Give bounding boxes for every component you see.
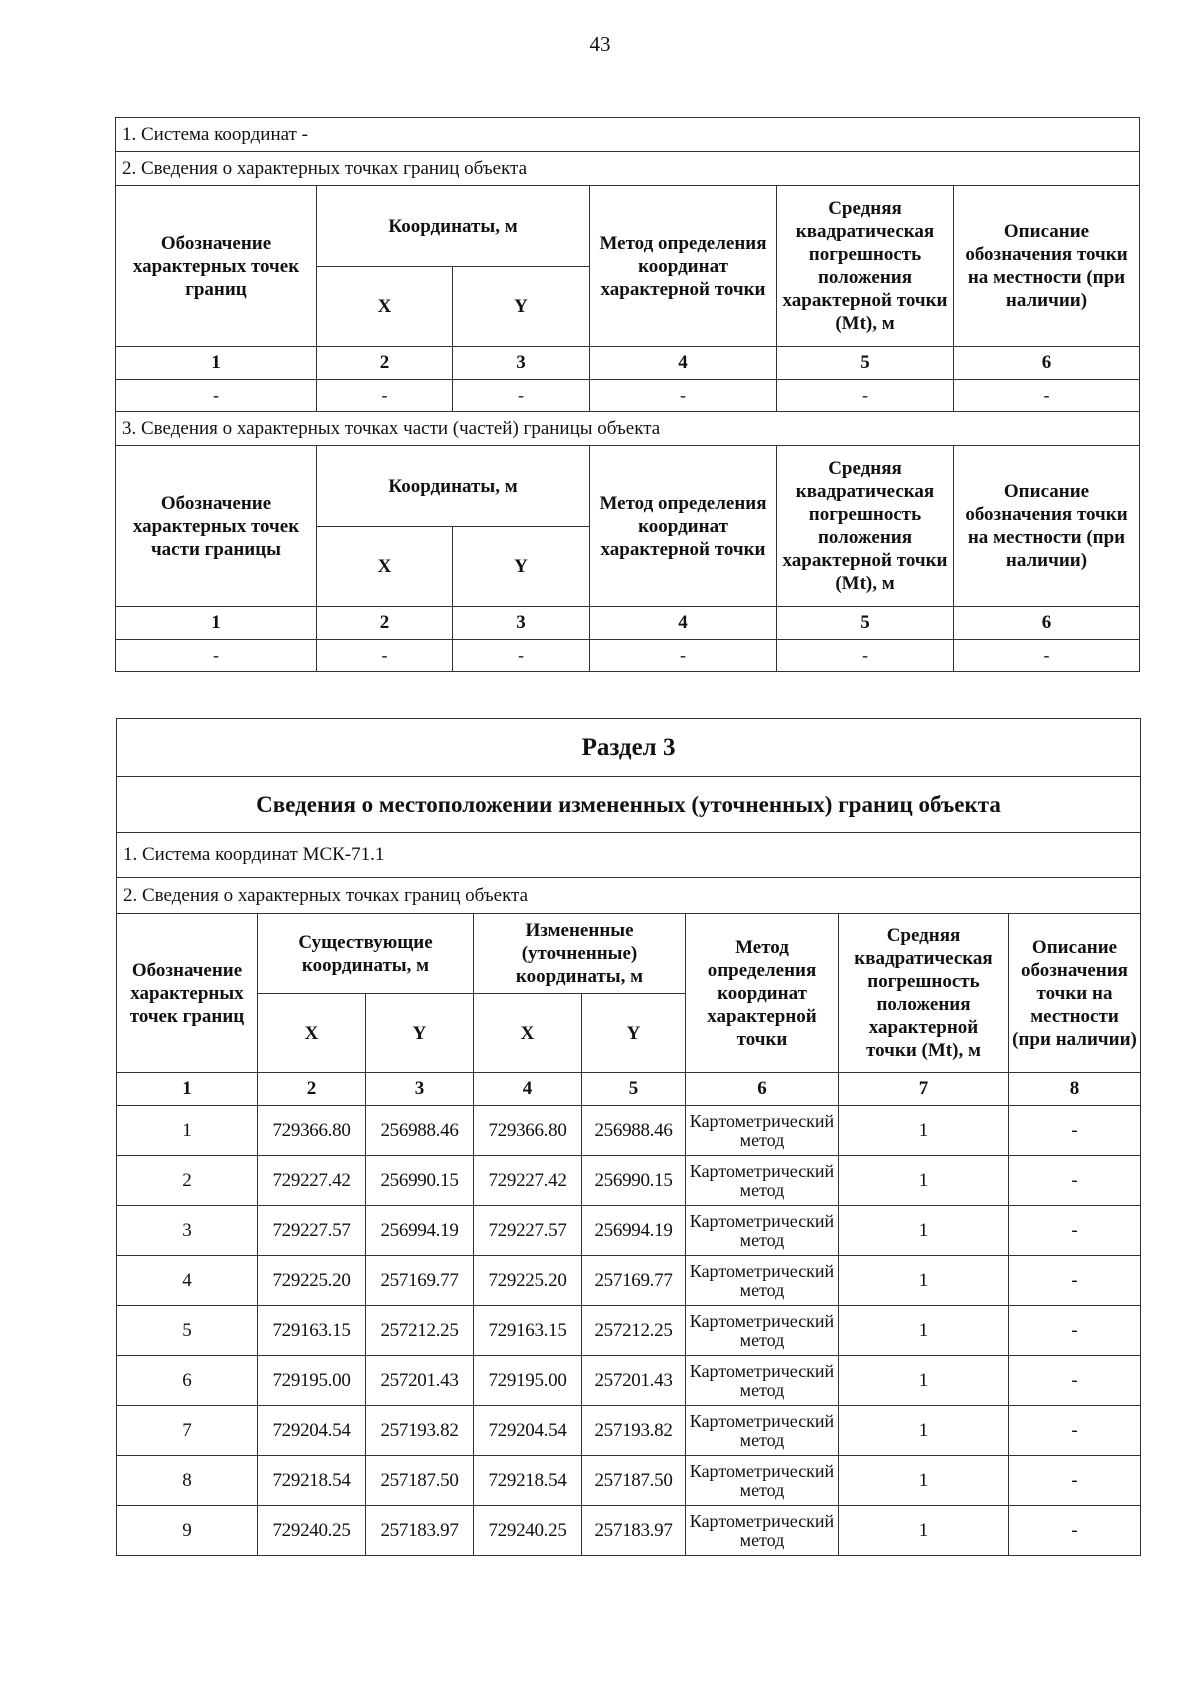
changed-y: 257193.82: [582, 1406, 686, 1456]
changed-x: 729204.54: [474, 1406, 582, 1456]
empty-cell: -: [453, 380, 590, 412]
existing-x: 729218.54: [258, 1456, 366, 1506]
col-number: 2: [317, 607, 453, 640]
header-coords: Координаты, м: [317, 446, 590, 527]
existing-x: 729227.42: [258, 1156, 366, 1206]
existing-x: 729195.00: [258, 1356, 366, 1406]
error-cell: 1: [839, 1206, 1009, 1256]
changed-x: 729227.57: [474, 1206, 582, 1256]
header-y: Y: [453, 527, 590, 607]
changed-x: 729195.00: [474, 1356, 582, 1406]
col-number: 1: [116, 347, 317, 380]
error-cell: 1: [839, 1156, 1009, 1206]
header-y: Y: [366, 994, 474, 1073]
header-method: Метод определения координат характерной точки: [590, 186, 777, 347]
section-subtitle: Сведения о местоположении измененных (уточненных) границ объекта: [117, 777, 1141, 833]
table-row: [117, 1206, 1141, 1256]
existing-x: 729225.20: [258, 1256, 366, 1306]
changed-y: 257183.97: [582, 1506, 686, 1556]
header-changed-coords: Измененные (уточненные) координаты, м: [474, 914, 686, 994]
header-designation-part: Обозначение характерных точек части границы: [116, 446, 317, 607]
empty-cell: -: [590, 640, 777, 672]
header-y: Y: [453, 267, 590, 347]
table-row: [117, 1106, 1141, 1156]
header-coords: Координаты, м: [317, 186, 590, 267]
existing-y: 257169.77: [366, 1256, 474, 1306]
changed-x: 729366.80: [474, 1106, 582, 1156]
page-number: 43: [589, 32, 611, 56]
section3-title: 3. Сведения о характерных точках части (частей) границы объекта: [116, 412, 1140, 446]
description-cell: -: [1009, 1456, 1141, 1506]
error-cell: 1: [839, 1106, 1009, 1156]
section-title: Раздел 3: [117, 719, 1141, 777]
point-number: 9: [117, 1506, 258, 1556]
empty-cell: -: [777, 380, 954, 412]
col-number: 6: [954, 607, 1140, 640]
section2-title: 2. Сведения о характерных точках границ объекта: [116, 152, 1140, 186]
method-cell: Картометрический метод: [686, 1256, 839, 1306]
changed-y: 256994.19: [582, 1206, 686, 1256]
changed-x: 729240.25: [474, 1506, 582, 1556]
changed-y: 256990.15: [582, 1156, 686, 1206]
header-y: Y: [582, 994, 686, 1073]
table-row: [117, 1306, 1141, 1356]
error-cell: 1: [839, 1306, 1009, 1356]
existing-y: 256988.46: [366, 1106, 474, 1156]
method-cell: Картометрический метод: [686, 1506, 839, 1556]
boundary-points-table: [115, 117, 1140, 672]
existing-x: 729204.54: [258, 1406, 366, 1456]
existing-x: 729240.25: [258, 1506, 366, 1556]
description-cell: -: [1009, 1106, 1141, 1156]
method-cell: Картометрический метод: [686, 1456, 839, 1506]
changed-x: 729225.20: [474, 1256, 582, 1306]
point-number: 6: [117, 1356, 258, 1406]
existing-y: 256990.15: [366, 1156, 474, 1206]
empty-cell: -: [954, 640, 1140, 672]
col-number: 7: [839, 1073, 1009, 1106]
col-number: 1: [116, 607, 317, 640]
header-method: Метод определения координат характерной точки: [686, 914, 839, 1073]
method-cell: Картометрический метод: [686, 1406, 839, 1456]
changed-y: 257169.77: [582, 1256, 686, 1306]
point-number: 3: [117, 1206, 258, 1256]
point-number: 8: [117, 1456, 258, 1506]
header-description: Описание обозначения точки на местности (при наличии): [954, 446, 1140, 607]
header-error: Средняя квадратическая погрешность положения характерной точки (Mt), м: [777, 186, 954, 347]
existing-y: 257187.50: [366, 1456, 474, 1506]
method-cell: Картометрический метод: [686, 1156, 839, 1206]
error-cell: 1: [839, 1506, 1009, 1556]
empty-cell: -: [116, 380, 317, 412]
col-number: 8: [1009, 1073, 1141, 1106]
col-number: 2: [317, 347, 453, 380]
coord-system-row: 1. Система координат -: [116, 118, 1140, 152]
empty-cell: -: [777, 640, 954, 672]
header-x: X: [474, 994, 582, 1073]
existing-y: 257183.97: [366, 1506, 474, 1556]
changed-y: 257212.25: [582, 1306, 686, 1356]
changed-x: 729227.42: [474, 1156, 582, 1206]
header-x: X: [258, 994, 366, 1073]
table-row: [117, 1156, 1141, 1206]
col-number: 5: [582, 1073, 686, 1106]
changed-x: 729218.54: [474, 1456, 582, 1506]
col-number: 6: [954, 347, 1140, 380]
empty-cell: -: [317, 640, 453, 672]
col-number: 2: [258, 1073, 366, 1106]
error-cell: 1: [839, 1456, 1009, 1506]
point-number: 7: [117, 1406, 258, 1456]
table-row: [117, 1456, 1141, 1506]
header-designation: Обозначение характерных точек границ: [116, 186, 317, 347]
existing-y: 257193.82: [366, 1406, 474, 1456]
col-number: 4: [474, 1073, 582, 1106]
description-cell: -: [1009, 1156, 1141, 1206]
header-description: Описание обозначения точки на местности (при наличии): [954, 186, 1140, 347]
description-cell: -: [1009, 1506, 1141, 1556]
header-method: Метод определения координат характерной точки: [590, 446, 777, 607]
table-row: [117, 1406, 1141, 1456]
table-row: [117, 1256, 1141, 1306]
error-cell: 1: [839, 1256, 1009, 1306]
empty-cell: -: [116, 640, 317, 672]
header-error: Средняя квадратическая погрешность положения характерной точки (Mt), м: [777, 446, 954, 607]
col-number: 3: [453, 347, 590, 380]
existing-x: 729227.57: [258, 1206, 366, 1256]
col-number: 3: [453, 607, 590, 640]
method-cell: Картометрический метод: [686, 1206, 839, 1256]
header-x: X: [317, 267, 453, 347]
existing-x: 729366.80: [258, 1106, 366, 1156]
header-designation: Обозначение характерных точек границ: [117, 914, 258, 1073]
description-cell: -: [1009, 1306, 1141, 1356]
header-existing-coords: Существующие координаты, м: [258, 914, 474, 994]
point-number: 5: [117, 1306, 258, 1356]
col-number: 5: [777, 347, 954, 380]
changed-y: 257187.50: [582, 1456, 686, 1506]
header-description: Описание обозначения точки на местности (при наличии): [1009, 914, 1141, 1073]
empty-cell: -: [453, 640, 590, 672]
description-cell: -: [1009, 1206, 1141, 1256]
table-row: [117, 1356, 1141, 1406]
method-cell: Картометрический метод: [686, 1106, 839, 1156]
existing-y: 257212.25: [366, 1306, 474, 1356]
existing-x: 729163.15: [258, 1306, 366, 1356]
point-number: 1: [117, 1106, 258, 1156]
empty-cell: -: [317, 380, 453, 412]
error-cell: 1: [839, 1356, 1009, 1406]
table-row: [117, 1506, 1141, 1556]
header-error: Средняя квадратическая погрешность положения характерной точки (Mt), м: [839, 914, 1009, 1073]
empty-cell: -: [590, 380, 777, 412]
col-number: 4: [590, 347, 777, 380]
existing-y: 257201.43: [366, 1356, 474, 1406]
header-x: X: [317, 527, 453, 607]
changed-x: 729163.15: [474, 1306, 582, 1356]
method-cell: Картометрический метод: [686, 1306, 839, 1356]
existing-y: 256994.19: [366, 1206, 474, 1256]
coord-system-row: 1. Система координат МСК-71.1: [117, 833, 1141, 878]
point-number: 2: [117, 1156, 258, 1206]
col-number: 5: [777, 607, 954, 640]
col-number: 3: [366, 1073, 474, 1106]
empty-cell: -: [954, 380, 1140, 412]
section3-table: [116, 718, 1141, 1556]
changed-y: 256988.46: [582, 1106, 686, 1156]
col-number: 6: [686, 1073, 839, 1106]
description-cell: -: [1009, 1256, 1141, 1306]
method-cell: Картометрический метод: [686, 1356, 839, 1406]
col-number: 1: [117, 1073, 258, 1106]
changed-y: 257201.43: [582, 1356, 686, 1406]
points-title: 2. Сведения о характерных точках границ объекта: [117, 878, 1141, 914]
error-cell: 1: [839, 1406, 1009, 1456]
description-cell: -: [1009, 1406, 1141, 1456]
point-number: 4: [117, 1256, 258, 1306]
col-number: 4: [590, 607, 777, 640]
description-cell: -: [1009, 1356, 1141, 1406]
